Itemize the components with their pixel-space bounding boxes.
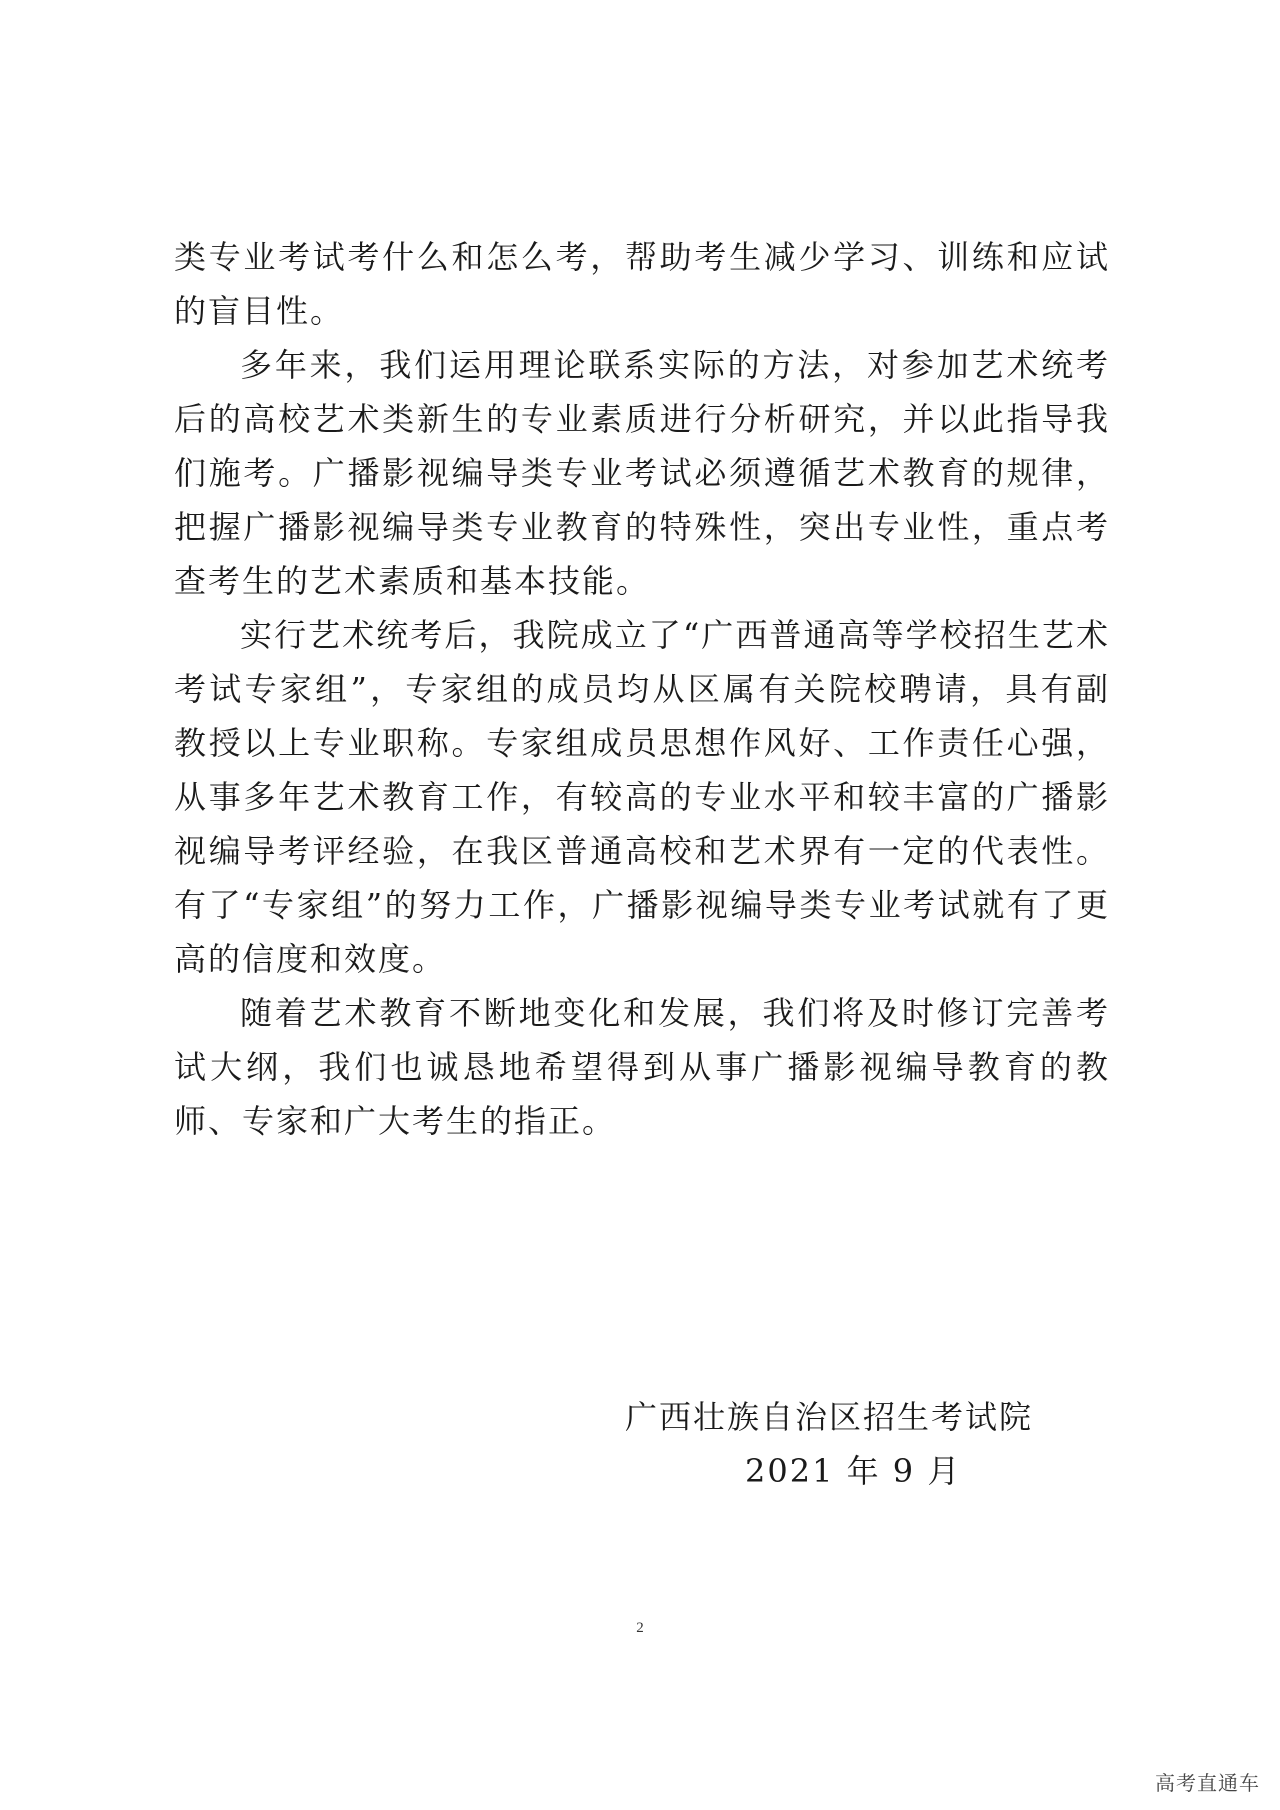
signature-block [625, 1390, 1105, 1498]
paragraph-3: 实行艺术统考后，我院成立了“广西普通高等学校招生艺术考试专家组”，专家组的成员均从区属有关院校聘请，具有副教授以上专业职称。专家组成员思想作风好、工作责任心强，从事多年艺术教育工作，有较高的专业水平和较丰富的广播影视编导考评经验，在我区普通高校和艺术界有一定的代表性。有了“专家组”的努力工作，广播影视编导类专业考试就有了更高的信度和效度。 [174, 616, 1110, 978]
signature-date: 2021 年 9 月 [745, 1452, 962, 1490]
paragraph-4: 随着艺术教育不断地变化和发展，我们将及时修订完善考试大纲，我们也诚恳地希望得到从事广播影视编导教育的教师、专家和广大考生的指正。 [174, 994, 1110, 1140]
watermark-text: 高考直通车 [1155, 1771, 1260, 1795]
paragraph-1: 类专业考试考什么和怎么考，帮助考生减少学习、训练和应试的盲目性。 [174, 238, 1110, 330]
body-text [174, 230, 1110, 1148]
page-number: 2 [636, 1620, 644, 1636]
signature-organization: 广西壮族自治区招生考试院 [625, 1398, 1034, 1436]
paragraph-2: 多年来，我们运用理论联系实际的方法，对参加艺术统考后的高校艺术类新生的专业素质进行分析研究，并以此指导我们施考。广播影视编导类专业考试必须遵循艺术教育的规律，把握广播影视编导类专业教育的特殊性，突出专业性，重点考查考生的艺术素质和基本技能。 [174, 346, 1110, 600]
